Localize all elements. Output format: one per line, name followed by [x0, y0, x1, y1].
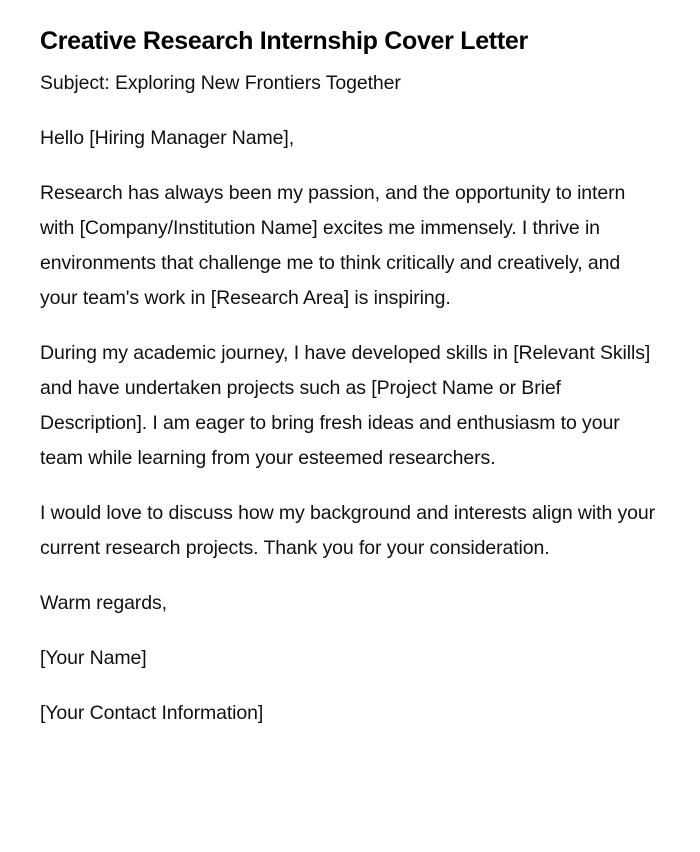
greeting: Hello [Hiring Manager Name], [40, 127, 295, 149]
document-title: Creative Research Internship Cover Letter [40, 27, 528, 55]
contact-information: [Your Contact Information] [40, 702, 264, 724]
signature-name: [Your Name] [40, 647, 147, 669]
body-paragraph-3: I would love to discuss how my background and interests align with your current research projects. Thank you for your consideration. [40, 502, 656, 559]
subject-line: Subject: Exploring New Frontiers Together [40, 72, 401, 94]
body-paragraph-2: During my academic journey, I have developed skills in [Relevant Skills] and have undertaken projects such as [Project Name or Brief Description]. I am eager to bring fresh ideas and enthusiasm to your team while learning from your esteemed researchers. [40, 342, 651, 469]
body-paragraph-1: Research has always been my passion, and the opportunity to intern with [Company/Institution Name] excites me immensely. I thrive in environments that challenge me to think critically and creatively, and your team's work in [Research Area] is inspiring. [40, 182, 626, 309]
closing: Warm regards, [40, 592, 167, 614]
